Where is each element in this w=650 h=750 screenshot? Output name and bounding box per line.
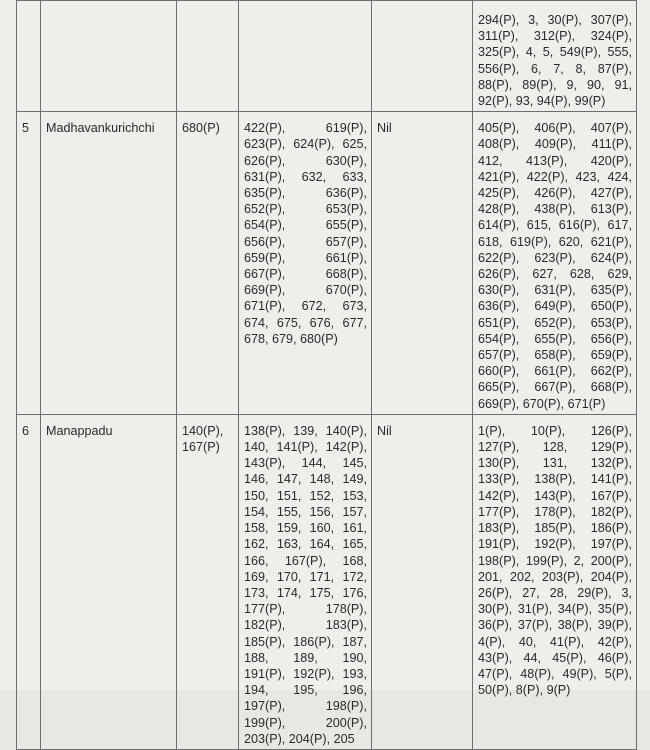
col-d-cell: 405(P), 406(P), 407(P), 408(P), 409(P), 411(P), 412, 413(P), 420(P), 421(P), 422(P), 423, 424, 425(P), 426(P), 427(P), 428(P), 438(P), 613(P), 614(P), 615, 616(P), 617, 618, 619(P), 620, 621(P), 622(P), 623(P), 624(P), 626(P), 627, 628, 629, 630(P), 631(P), 635(P), 636(P), 649(P), 650(P), 651(P), 652(P), 653(P), 654(P), 655(P), 656(P), 657(P), 658(P), 659(P), 660(P), 661(P), 662(P), 665(P), 667(P), 668(P), 669(P), 670(P), 671(P) <box>473 112 637 415</box>
col-a-cell: 680(P) <box>177 112 239 415</box>
col-c-cell: Nil <box>372 414 473 749</box>
col-b-cell <box>239 1 372 112</box>
serial-number-cell: 5 <box>17 112 41 415</box>
col-b-cell: 138(P), 139, 140(P), 140, 141(P), 142(P), 143(P), 144, 145, 146, 147, 148, 149, 150, 151, 152, 153, 154, 155, 156, 157, 158, 159, 160, 161, 162, 163, 164, 165, 166, 167(P), 168, 169, 170, 171, 172, 173, 174, 175, 176, 177(P), 178(P), 182(P), 183(P), 185(P), 186(P), 187, 188, 189, 190, 191(P), 192(P), 193, 194, 195, 196, 197(P), 198(P), 199(P), 200(P), 203(P), 204(P), 205 <box>239 414 372 749</box>
village-name-cell: Madhavankurichchi <box>41 112 177 415</box>
village-name-cell: Manappadu <box>41 414 177 749</box>
col-a-cell <box>177 1 239 112</box>
serial-number-cell <box>17 1 41 112</box>
col-d-cell: 1(P), 10(P), 126(P), 127(P), 128, 129(P), 130(P), 131, 132(P), 133(P), 138(P), 141(P), 142(P), 143(P), 167(P), 177(P), 178(P), 182(P), 183(P), 185(P), 186(P), 191(P), 192(P), 197(P), 198(P), 199(P), 2, 200(P), 201, 202, 203(P), 204(P), 26(P), 27, 28, 29(P), 3, 30(P), 31(P), 34(P), 35(P), 36(P), 37(P), 38(P), 39(P), 4(P), 40, 41(P), 42(P), 43(P), 44, 45(P), 46(P), 47(P), 48(P), 49(P), 5(P), 50(P), 8(P), 9(P) <box>473 414 637 749</box>
col-a-cell: 140(P), 167(P) <box>177 414 239 749</box>
col-c-cell: Nil <box>372 112 473 415</box>
col-b-cell: 422(P), 619(P), 623(P), 624(P), 625, 626(P), 630(P), 631(P), 632, 633, 635(P), 636(P), 652(P), 653(P), 654(P), 655(P), 656(P), 657(P), 659(P), 661(P), 667(P), 668(P), 669(P), 670(P), 671(P), 672, 673, 674, 675, 676, 677, 678, 679, 680(P) <box>239 112 372 415</box>
table-row <box>17 1 637 112</box>
col-d-cell: 294(P), 3, 30(P), 307(P), 311(P), 312(P), 324(P), 325(P), 4, 5, 549(P), 555, 556(P), 6, 7, 8, 87(P), 88(P), 89(P), 9, 90, 91, 92(P), 93, 94(P), 99(P) <box>473 1 637 112</box>
table-row <box>17 414 637 749</box>
village-name-cell <box>41 1 177 112</box>
table-row <box>17 112 637 415</box>
col-c-cell <box>372 1 473 112</box>
serial-number-cell: 6 <box>17 414 41 749</box>
survey-numbers-table <box>16 0 637 750</box>
